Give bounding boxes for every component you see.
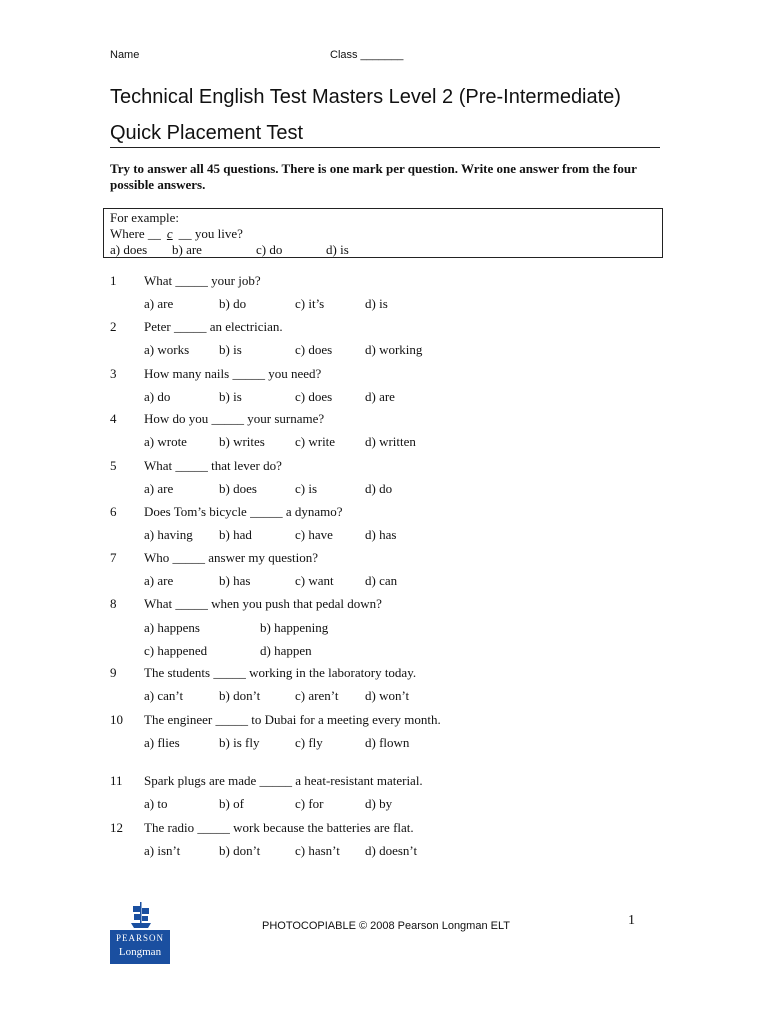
answer-option: a) can’t xyxy=(144,688,184,703)
answer-option: a) are xyxy=(144,573,174,588)
answer-option: b) had xyxy=(219,527,252,542)
question-text: Who _____ answer my question? xyxy=(144,550,319,565)
question-number: 11 xyxy=(110,773,123,788)
question-number: 3 xyxy=(110,366,117,381)
answer-option: b) of xyxy=(219,796,244,811)
question-text: Peter _____ an electrician. xyxy=(144,319,283,334)
logo-text-pearson: PEARSON xyxy=(115,933,164,943)
logo-band xyxy=(110,930,170,964)
answer-option: d) flown xyxy=(365,735,410,750)
title-divider xyxy=(110,147,660,148)
example-question xyxy=(110,226,656,242)
example-option: c) do xyxy=(256,242,283,257)
answer-option: d) can xyxy=(365,573,398,588)
answer-option: b) does xyxy=(219,481,257,496)
answer-option: c) aren’t xyxy=(295,688,339,703)
answer-option: b) has xyxy=(219,573,251,588)
question-text: The students _____ working in the laboratory today. xyxy=(144,665,417,680)
question-number: 6 xyxy=(110,504,117,519)
answer-option: c) it’s xyxy=(295,296,325,311)
document-subtitle: Quick Placement Test xyxy=(110,122,304,144)
answer-option: c) does xyxy=(295,389,333,404)
answer-option: c) write xyxy=(295,434,336,449)
answer-option: a) happens xyxy=(144,620,200,635)
class-field-label: Class _______ xyxy=(330,49,404,61)
answer-option: a) to xyxy=(144,796,168,811)
answer-option: a) wrote xyxy=(144,434,187,449)
answer-option: a) flies xyxy=(144,735,180,750)
document-title: Technical English Test Masters Level 2 (Pre-Intermediate) xyxy=(110,86,621,108)
answer-option: c) does xyxy=(295,342,333,357)
question-number: 12 xyxy=(110,820,123,835)
example-answer: c xyxy=(166,226,173,241)
answer-option: a) are xyxy=(144,296,174,311)
question-text: What _____ when you push that pedal down? xyxy=(144,596,382,611)
answer-option: c) hasn’t xyxy=(295,843,340,858)
answer-option: b) is xyxy=(219,389,242,404)
answer-option: a) do xyxy=(144,389,171,404)
example-option: a) does xyxy=(110,242,148,257)
question-number: 4 xyxy=(110,411,117,426)
answer-option: c) want xyxy=(295,573,334,588)
example-label: For example: xyxy=(110,210,179,225)
answer-option: a) works xyxy=(144,342,190,357)
answer-option: b) don’t xyxy=(219,688,261,703)
question-text: How do you _____ your surname? xyxy=(144,411,325,426)
example-option: d) is xyxy=(326,242,349,257)
question-number: 7 xyxy=(110,550,117,565)
answer-option: d) doesn’t xyxy=(365,843,418,858)
answer-option: b) is fly xyxy=(219,735,260,750)
answer-option: d) are xyxy=(365,389,395,404)
ship-icon xyxy=(130,900,152,930)
name-field-label: Name xyxy=(110,49,140,61)
answer-option: c) happened xyxy=(144,643,208,658)
question-text: How many nails _____ you need? xyxy=(144,366,322,381)
answer-option: b) don’t xyxy=(219,843,261,858)
example-question-start: Where __ xyxy=(110,226,161,241)
answer-option: d) working xyxy=(365,342,423,357)
answer-option: b) writes xyxy=(219,434,265,449)
answer-option: d) written xyxy=(365,434,416,449)
answer-option: d) has xyxy=(365,527,397,542)
answer-option: d) do xyxy=(365,481,393,496)
question-text: Does Tom’s bicycle _____ a dynamo? xyxy=(144,504,343,519)
answer-option: a) isn’t xyxy=(144,843,181,858)
answer-option: a) are xyxy=(144,481,174,496)
example-box xyxy=(103,208,663,258)
question-number: 1 xyxy=(110,273,117,288)
question-text: Spark plugs are made _____ a heat-resistant material. xyxy=(144,773,423,788)
answer-option: a) having xyxy=(144,527,193,542)
answer-option: c) is xyxy=(295,481,318,496)
copyright-footer: PHOTOCOPIABLE © 2008 Pearson Longman ELT xyxy=(262,920,510,932)
pearson-longman-logo xyxy=(110,900,170,964)
question-text: What _____ your job? xyxy=(144,273,261,288)
question-text: The radio _____ work because the batteries are flat. xyxy=(144,820,414,835)
answer-option: d) by xyxy=(365,796,393,811)
answer-option: b) happening xyxy=(260,620,329,635)
answer-option: d) is xyxy=(365,296,388,311)
answer-option: c) for xyxy=(295,796,324,811)
question-text: What _____ that lever do? xyxy=(144,458,282,473)
answer-option: c) fly xyxy=(295,735,323,750)
answer-option: b) do xyxy=(219,296,247,311)
answer-option: b) is xyxy=(219,342,242,357)
answer-option: d) happen xyxy=(260,643,312,658)
example-options xyxy=(110,242,656,258)
answer-option: d) won’t xyxy=(365,688,410,703)
logo-text-longman: Longman xyxy=(118,946,162,958)
question-text: The engineer _____ to Dubai for a meeting every month. xyxy=(144,712,441,727)
question-number: 5 xyxy=(110,458,117,473)
example-option: b) are xyxy=(172,242,202,257)
question-number: 8 xyxy=(110,596,117,611)
example-question-end: __ you live? xyxy=(178,226,243,241)
question-number: 9 xyxy=(110,665,117,680)
question-number: 10 xyxy=(110,712,123,727)
question-number: 2 xyxy=(110,319,117,334)
answer-option: c) have xyxy=(295,527,333,542)
instructions: Try to answer all 45 questions. There is one mark per question. Write one answer from the four possible answers. xyxy=(110,161,637,192)
page-number: 1 xyxy=(628,913,635,928)
